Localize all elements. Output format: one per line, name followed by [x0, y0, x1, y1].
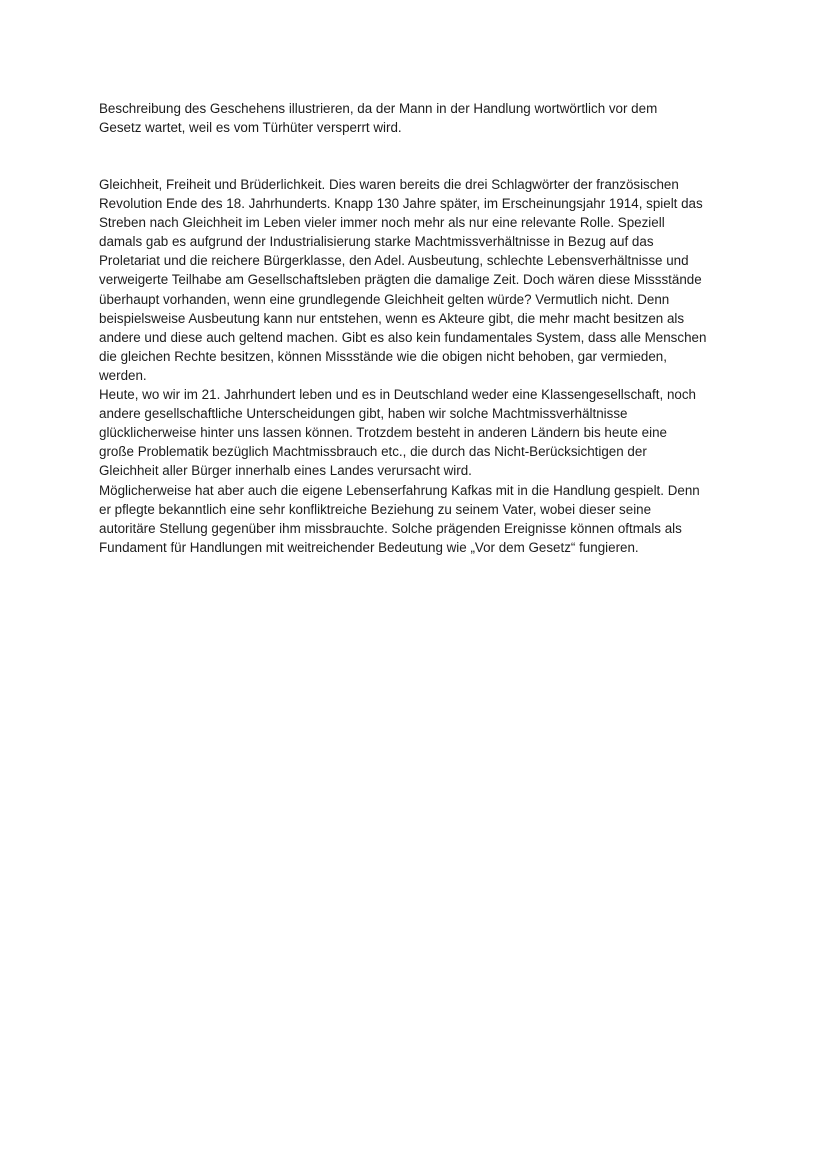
text-line: überhaupt vorhanden, wenn eine grundlegende Gleichheit gelten würde? Vermutlich nicht. Denn: [99, 291, 670, 307]
text-line: damals gab es aufgrund der Industrialisierung starke Machtmissverhältnisse in Bezug auf das: [99, 234, 654, 250]
text-line: Gleichheit aller Bürger innerhalb eines Landes verursacht wird.: [99, 463, 472, 479]
text-line: andere und diese auch geltend machen. Gibt es also kein fundamentales System, dass alle Menschen: [99, 329, 707, 345]
text-line: Heute, wo wir im 21. Jahrhundert leben und es in Deutschland weder eine Klassengesellschaft, noch: [99, 387, 696, 403]
text-line: verweigerte Teilhabe am Gesellschaftsleben prägten die damalige Zeit. Doch wären diese Missstände: [99, 272, 702, 288]
text-line: Proletariat und die reichere Bürgerklasse, den Adel. Ausbeutung, schlechte Lebensverhältnisse und: [99, 253, 689, 269]
text-line: werden.: [99, 367, 147, 383]
text-line: Möglicherweise hat aber auch die eigene Lebenserfahrung Kafkas mit in die Handlung gespielt. Denn: [99, 482, 700, 498]
text-line: Beschreibung des Geschehens illustrieren, da der Mann in der Handlung wortwörtlich vor dem: [99, 101, 658, 116]
text-line: autoritäre Stellung gegenüber ihm missbrauchte. Solche prägenden Ereignisse können oftmals als: [99, 520, 682, 536]
text-line: andere gesellschaftliche Unterscheidungen gibt, haben wir solche Machtmissverhältnisse: [99, 406, 628, 422]
text-line: Revolution Ende des 18. Jahrhunderts. Knapp 130 Jahre später, im Erscheinungsjahr 1914, spielt das: [99, 196, 703, 212]
text-line: die gleichen Rechte besitzen, können Missstände wie die obigen nicht behoben, gar vermieden,: [99, 348, 667, 364]
text-line: beispielsweise Ausbeutung kann nur entstehen, wenn es Akteure gibt, die mehr macht besitzen als: [99, 310, 685, 326]
text-line: Gesetz wartet, weil es vom Türhüter versperrt wird.: [99, 120, 402, 136]
text-line: Streben nach Gleichheit im Leben vieler immer noch mehr als nur eine relevante Rolle. Speziell: [99, 215, 665, 231]
paragraph-main: [99, 175, 739, 557]
text-line: Gleichheit, Freiheit und Brüderlichkeit. Dies waren bereits die drei Schlagwörter der französischen: [99, 177, 679, 192]
paragraph-intro: [99, 99, 739, 137]
text-line: große Problematik bezüglich Machtmissbrauch etc., die durch das Nicht-Berücksichtigen der: [99, 444, 647, 460]
text-line: er pflegte bekanntlich eine sehr konfliktreiche Beziehung zu seinem Vater, wobei dieser seine: [99, 501, 652, 517]
text-line: glücklicherweise hinter uns lassen können. Trotzdem besteht in anderen Ländern bis heute eine: [99, 425, 667, 441]
text-line: Fundament für Handlungen mit weitreichender Bedeutung wie „Vor dem Gesetz“ fungieren.: [99, 539, 639, 555]
